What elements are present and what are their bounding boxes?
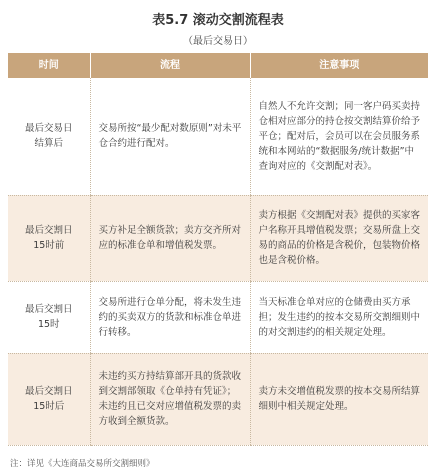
notes-cell — [250, 353, 428, 445]
footnote: 注：详见《大连商品交易所交割细则》 — [10, 459, 155, 469]
notes-cell — [250, 195, 428, 281]
process-text: 未违约买方持结算部开具的货款收到交割部领取《仓单持有凭证》；未违约且已交对应增值税发票的卖方收到全额货款。 — [98, 371, 242, 427]
process-cell — [90, 353, 250, 445]
table-row — [8, 353, 428, 445]
notes-text: 当天标准仓单对应的仓储费由买方承担；发生违约的按本交易所交割细则中的对交割违约的相关规定处理。 — [258, 296, 421, 338]
table-row — [8, 78, 428, 195]
time-text: 最后交易日结算后 — [24, 123, 73, 150]
process-cell — [90, 195, 250, 281]
notes-text: 自然人不允许交割；同一客户码买卖持仓相对应部分的持仓按交割结算价给予平仓；配对后，会员可以在会员服务系统和本网站的“数据服务/统计数据”中查询对应的《交割配对表》。 — [258, 100, 421, 172]
time-cell — [8, 353, 90, 445]
process-cell — [90, 281, 250, 353]
notes-text: 卖方未交增值税发票的按本交易所结算细则中相关规定处理。 — [258, 386, 421, 412]
page-title: 表5.7 滚动交割流程表 — [152, 13, 284, 28]
process-text: 交易所进行仓单分配，将未发生违约的买卖双方的货款和标准仓单进行转移。 — [98, 296, 242, 338]
header-notes: 注意事项 — [250, 53, 428, 78]
time-cell — [8, 78, 90, 195]
header-process: 流程 — [90, 53, 250, 78]
process-text: 交易所按“最少配对数原则”对未平仓合约进行配对。 — [98, 123, 242, 150]
notes-text: 卖方根据《交割配对表》提供的买家客户名称开具增值税发票；交易所盘上交易的商品的价格是含税价，包装物价格也是含税价格。 — [258, 210, 421, 266]
time-text: 最后交割日15时 — [24, 304, 73, 330]
process-cell — [90, 78, 250, 195]
notes-cell — [250, 281, 428, 353]
time-cell — [8, 281, 90, 353]
rolling-delivery-table — [8, 53, 428, 446]
page-subtitle: （最后交易日） — [183, 36, 253, 47]
table-header-row — [8, 53, 428, 78]
table-row — [8, 281, 428, 353]
time-cell — [8, 195, 90, 281]
header-time: 时间 — [8, 53, 90, 78]
notes-cell — [250, 78, 428, 195]
time-text: 最后交割日15时后 — [24, 386, 73, 412]
table-row — [8, 195, 428, 281]
process-text: 买方补足全额货款；卖方交齐所对应的标准仓单和增值税发票。 — [98, 225, 242, 251]
time-text: 最后交割日15时前 — [24, 225, 73, 251]
